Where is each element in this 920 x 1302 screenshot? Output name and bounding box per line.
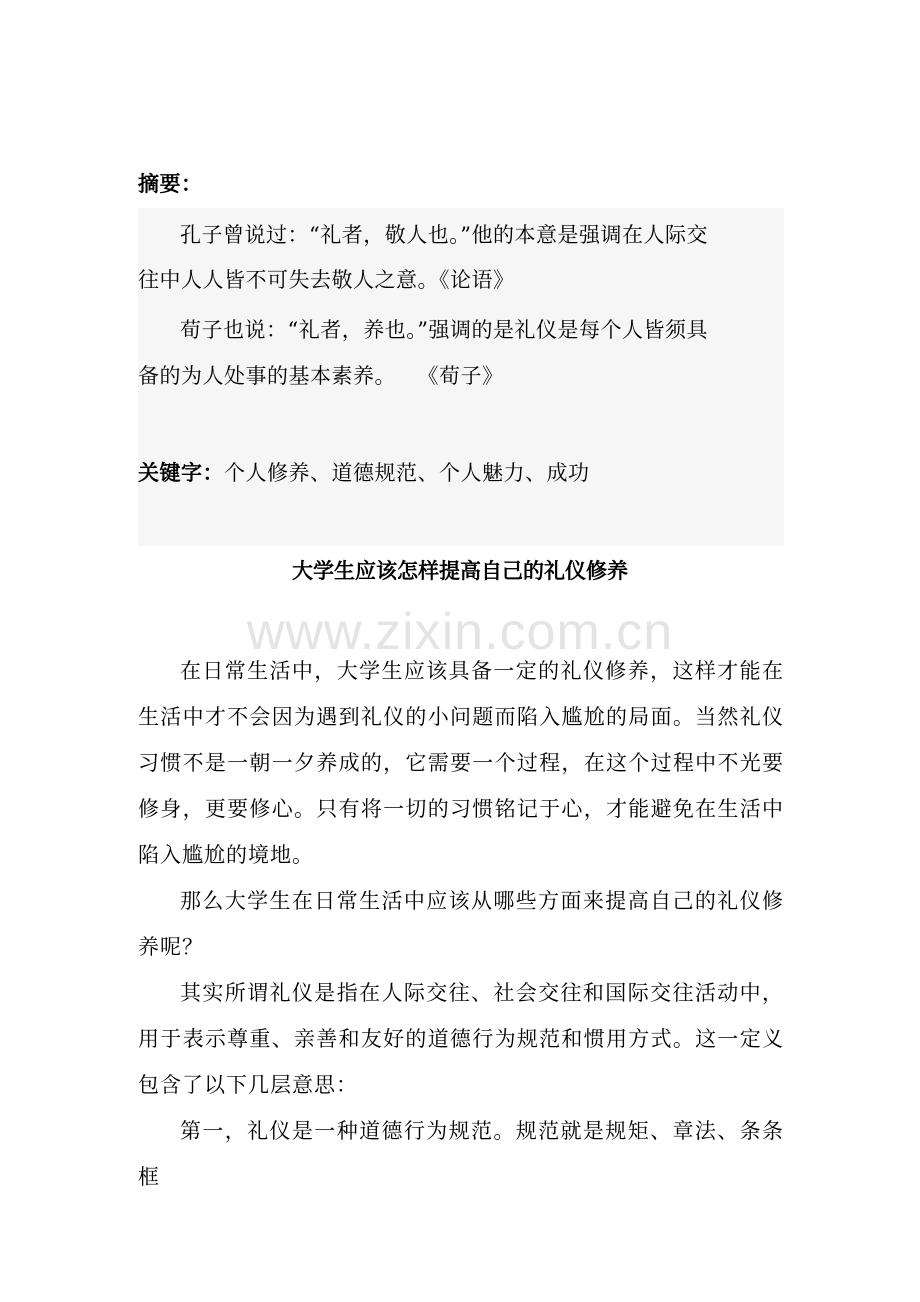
paragraph: 其实所谓礼仪是指在人际交往、社会交往和国际交往活动中，用于表示尊重、亲善和友好的道德行为规范和惯用方式。这一定义包含了以下几层意思：	[138, 981, 784, 1097]
abstract-label: 摘要：	[138, 172, 203, 196]
abstract-line-2: 往中人人皆不可失去敬人之意。《论语》	[138, 268, 515, 292]
paragraph: 在日常生活中，大学生应该具备一定的礼仪修养，这样才能在生活中才不会因为遇到礼仪的小问题而陷入尴尬的局面。当然礼仪习惯不是一朝一夕养成的，它需要一个过程，在这个过程中不光要修身，更要修心。只有将一切的习惯铭记于心，才能避免在生活中陷入尴尬的境地。	[138, 659, 784, 867]
paragraph: 第一，礼仪是一种道德行为规范。规范就是规矩、章法、条条框	[138, 1119, 784, 1189]
keywords-label: 关键字：	[138, 461, 224, 485]
paragraph: 那么大学生在日常生活中应该从哪些方面来提高自己的礼仪修养呢？	[138, 889, 784, 959]
abstract-line-3: 荀子也说：“礼者，养也。”强调的是礼仪是每个人皆须具	[180, 318, 708, 342]
abstract-line-1: 孔子曾说过：“礼者，敬人也。”他的本意是强调在人际交	[180, 223, 708, 247]
abstract-line-4: 备的为人处事的基本素养。 《荀子》	[138, 364, 504, 388]
article-title: 大学生应该怎样提高自己的礼仪修养	[292, 559, 628, 583]
keywords-text: 个人修养、道德规范、个人魅力、成功	[224, 461, 590, 485]
watermark-text: www.zixin.com.cn	[246, 603, 674, 661]
keywords-line	[138, 461, 590, 485]
article-body	[138, 648, 784, 1200]
